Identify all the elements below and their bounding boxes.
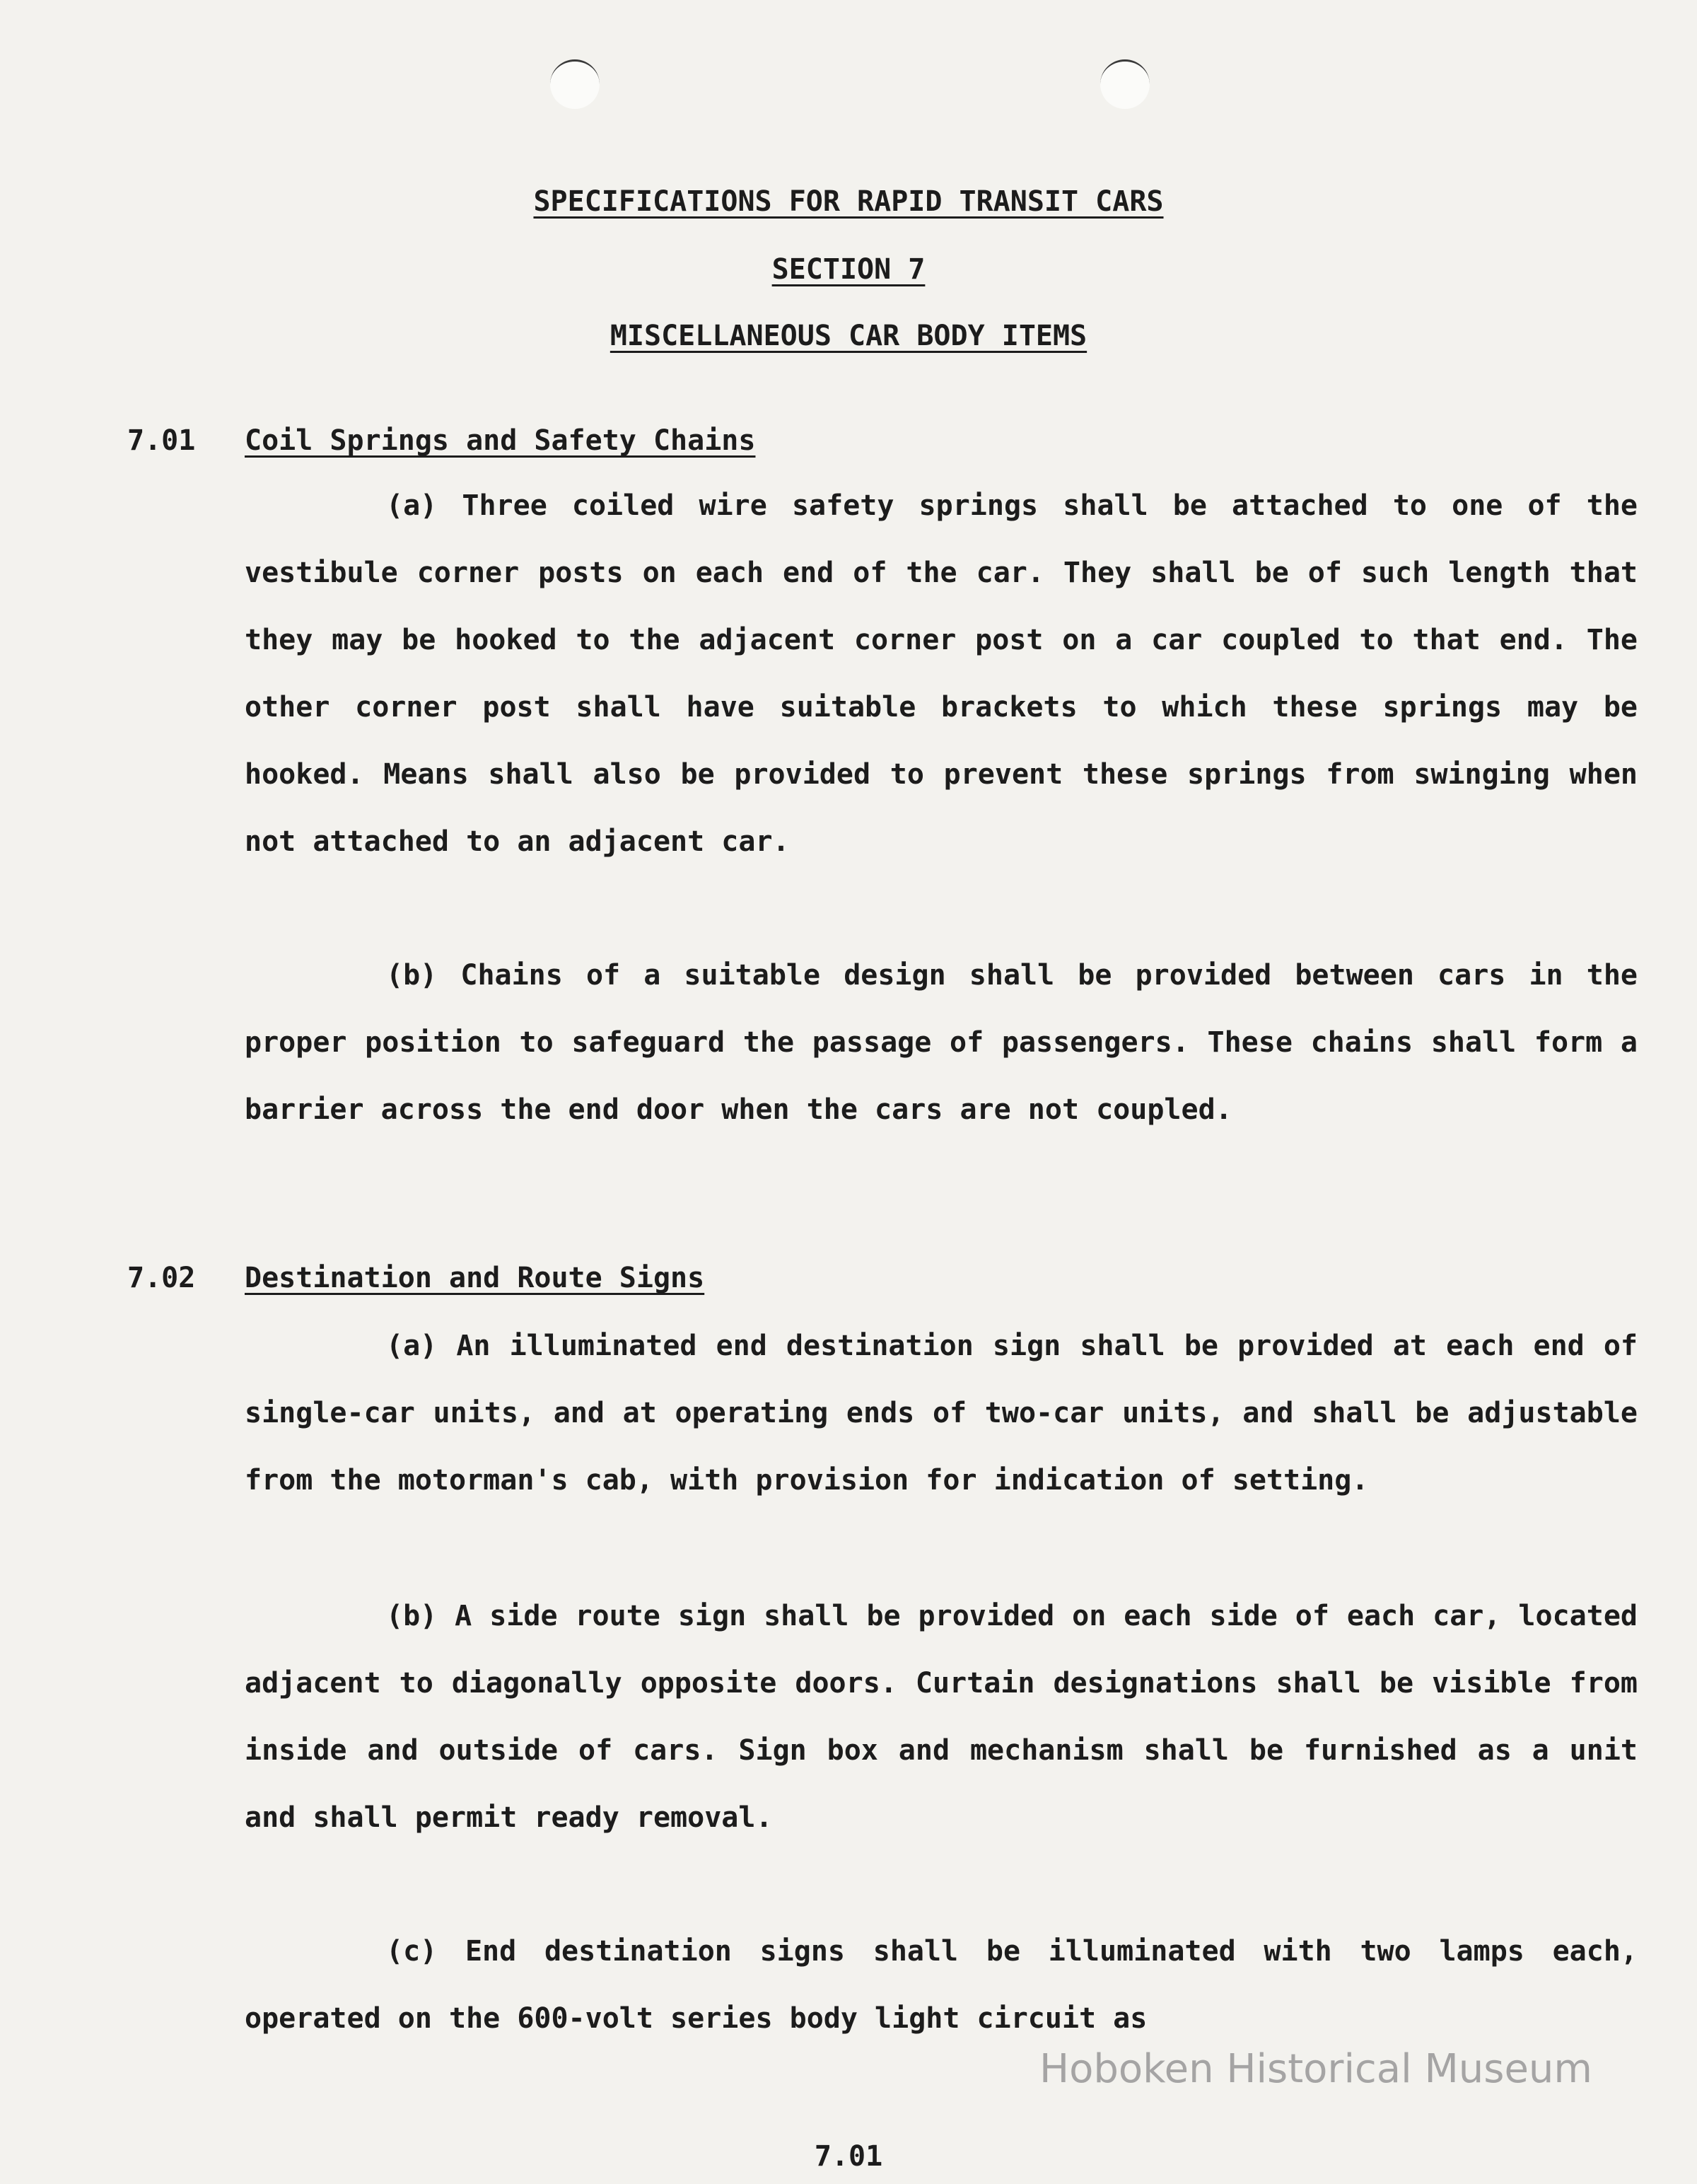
paragraph-7-02-c: (c) End destination signs shall be illuminated with two lamps each, operated on the 600-volt series body light circuit as — [245, 1935, 1638, 2035]
paragraph-7-02-a: (a) An illuminated end destination sign shall be provided at each end of single-car units, and at operating ends of two-car units, and shall be adjustable from the motorman's cab, with provision for indication of setting. — [245, 1330, 1638, 1497]
punch-hole-left — [550, 59, 600, 109]
museum-watermark: Hoboken Historical Museum — [1039, 2046, 1592, 2092]
page-number: 7.01 — [814, 2140, 883, 2173]
section-title-coil-springs: Coil Springs and Safety Chains — [245, 424, 756, 457]
section-number-7-02: 7.02 — [127, 1262, 196, 1294]
section-label: SECTION 7 — [771, 253, 926, 286]
document-title: SPECIFICATIONS FOR RAPID TRANSIT CARS — [533, 185, 1164, 218]
punch-hole-right — [1100, 59, 1150, 109]
paragraph-7-01-a: (a) Three coiled wire safety springs shall be attached to one of the vestibule corner posts on each end of the car. They shall be of such length that they may be hooked to the adjacent corner post on a car coupled to that end. The other corner post shall have suitable brackets to which these springs may be hooked. Means shall also be provided to prevent these springs from swinging when not attached to an adjacent car. — [245, 489, 1638, 858]
section-title-destination-signs: Destination and Route Signs — [245, 1262, 705, 1294]
section-number-7-01: 7.01 — [127, 424, 196, 457]
section-heading: MISCELLANEOUS CAR BODY ITEMS — [610, 320, 1087, 352]
paragraph-7-02-b: (b) A side route sign shall be provided on each side of each car, located adjacent to diagonally opposite doors. Curtain designations shall be visible from inside and outside of cars. Sign box and mechanism shall be furnished as a unit and shall permit ready removal. — [245, 1600, 1638, 1834]
paragraph-7-01-b: (b) Chains of a suitable design shall be provided between cars in the proper position to safeguard the passage of passengers. These chains shall form a barrier across the end door when the cars are not coupled. — [245, 959, 1638, 1126]
